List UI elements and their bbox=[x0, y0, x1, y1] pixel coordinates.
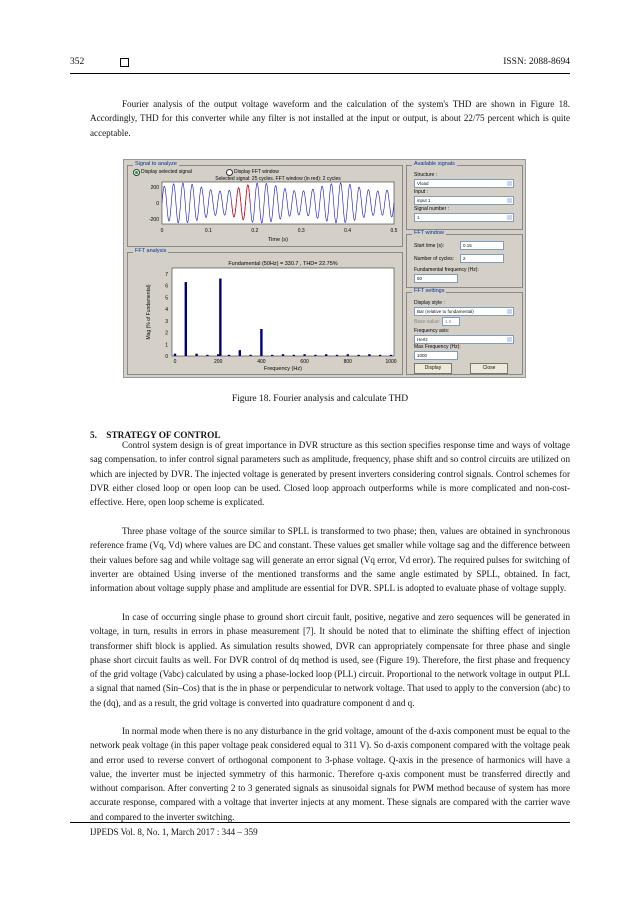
fft-y-tick: 7 bbox=[165, 271, 168, 278]
figure-18 bbox=[123, 159, 526, 378]
base-value-input[interactable]: 1.0 bbox=[442, 317, 460, 326]
chevron-down-icon bbox=[507, 309, 512, 314]
fft-bar bbox=[260, 329, 262, 356]
close-button[interactable]: Close bbox=[470, 363, 508, 374]
fft-bar bbox=[293, 355, 295, 356]
start-time-label: Start time (s): bbox=[414, 243, 445, 249]
signal-y-tick: 200 bbox=[150, 185, 159, 191]
fft-bar bbox=[228, 355, 230, 356]
time-tick: 0.3 bbox=[297, 228, 305, 234]
base-value-label: Base value: bbox=[414, 319, 441, 325]
fft-bar bbox=[282, 354, 284, 356]
fft-y-tick: 6 bbox=[165, 283, 168, 290]
signal-y-tick: 0 bbox=[156, 201, 159, 207]
input-label: Input : bbox=[414, 189, 428, 195]
fft-y-tick: 2 bbox=[165, 330, 168, 337]
time-tick: 0.1 bbox=[204, 228, 212, 234]
fft-settings-title: FFT settings bbox=[414, 288, 445, 294]
fft-bar bbox=[347, 354, 349, 356]
freq-axis-select[interactable]: Hertz bbox=[414, 335, 514, 344]
input-select[interactable]: input 1 bbox=[414, 196, 514, 205]
fft-x-tick: 400 bbox=[257, 359, 266, 365]
time-tick: 0.5 bbox=[390, 228, 398, 234]
section-heading: 5. STRATEGY OF CONTROL bbox=[90, 431, 221, 441]
fft-bar bbox=[325, 354, 327, 356]
footer: IJPEDS Vol. 8, No. 1, March 2017 : 344 – 359 bbox=[90, 827, 258, 837]
fft-x-tick: 200 bbox=[214, 359, 223, 365]
fft-bar bbox=[174, 354, 176, 356]
fft-x-tick: 0 bbox=[173, 359, 177, 365]
fft-plot bbox=[128, 256, 401, 372]
fft-bar bbox=[390, 355, 392, 356]
fft-bar bbox=[219, 279, 221, 356]
fund-freq-input[interactable]: 50 bbox=[414, 274, 458, 283]
radio-selected-label: Display selected signal bbox=[141, 169, 192, 175]
time-tick: 0.4 bbox=[344, 228, 352, 234]
fft-bar bbox=[303, 354, 305, 356]
fft-bar bbox=[217, 354, 219, 356]
fft-bar bbox=[195, 354, 197, 356]
structure-select[interactable]: Vload bbox=[414, 179, 514, 188]
max-freq-label: Max Frequency (Hz): bbox=[414, 344, 461, 350]
fft-y-tick: 1 bbox=[165, 342, 168, 349]
cycles-input[interactable]: 2 bbox=[460, 254, 504, 263]
fft-bar bbox=[206, 355, 208, 356]
fft-bar bbox=[249, 355, 251, 356]
fft-y-tick: 4 bbox=[165, 307, 168, 314]
intro-paragraph: Fourier analysis of the output voltage waveform and the calculation of the system's THD are shown in Figure 18. Accordingly, THD for this converter while any filter is not installed at the input or output, is about 22/75 percent which is quite acceptable. bbox=[90, 99, 570, 138]
fft-y-tick: 3 bbox=[165, 318, 168, 325]
fft-axes bbox=[172, 268, 394, 356]
signal-plot bbox=[128, 174, 401, 244]
display-button[interactable]: Display bbox=[414, 363, 452, 374]
square-icon bbox=[120, 58, 129, 67]
footer-rule bbox=[70, 822, 570, 823]
fft-x-tick: 1000 bbox=[385, 359, 397, 365]
signal-number-label: Signal number : bbox=[414, 206, 450, 212]
freq-axis-label: Frequency axis: bbox=[414, 328, 450, 334]
chevron-down-icon bbox=[507, 337, 512, 342]
fft-title: Fundamental (50Hz) = 330.7 , THD= 22.75% bbox=[228, 261, 338, 267]
chevron-down-icon bbox=[507, 215, 512, 220]
fft-bar bbox=[357, 355, 359, 356]
fft-bar bbox=[368, 354, 370, 356]
time-axis-label: Time (s) bbox=[268, 237, 288, 243]
structure-label: Structure : bbox=[414, 172, 438, 178]
time-tick: 0 bbox=[160, 228, 164, 234]
start-time-input[interactable]: 0.15 bbox=[460, 241, 504, 250]
fft-group-title: FFT analysis bbox=[135, 248, 167, 254]
signal-number-select[interactable]: 1 bbox=[414, 213, 514, 222]
signal-title: Selected signal: 25 cycles. FFT window (in red): 2 cycles bbox=[215, 176, 341, 182]
fft-x-tick: 800 bbox=[343, 359, 352, 365]
fft-x-tick: 600 bbox=[300, 359, 309, 365]
max-freq-input[interactable]: 1000 bbox=[414, 351, 458, 360]
signal-group-title: Signal to analyze bbox=[135, 161, 177, 167]
paragraph-4: In normal mode when there is no any disturbance in the grid voltage, amount of the d-axis component must be equal to the network peak voltage (in this paper voltage peak considered equal to 311 V). So d-axis component compared with the voltage peak and error used to reverse convert of orthogonal component to 3-phase voltage. Q-axis in the presence of harmonics will have a value, the inverter must be injected symmetry of this harmonic. Therefore q-axis component must be transferred directly and without comparison. After converting 2 to 3 generated signals as sinusoidal signals for PWM method because of system has more accurate response, compared with a voltage that inverter injects at any moment. These signals are compared with the carrier wave and compared to the inverter switching. bbox=[90, 726, 570, 822]
fft-bar bbox=[271, 355, 273, 356]
radio-fft-label: Display FFT window bbox=[234, 169, 279, 175]
available-signals-title: Available signals bbox=[414, 161, 455, 167]
fft-bar bbox=[336, 355, 338, 356]
fft-bar bbox=[185, 282, 187, 356]
display-style-select[interactable]: Bar (relative to fundamental) bbox=[414, 307, 514, 316]
time-tick: 0.2 bbox=[251, 228, 259, 234]
cycles-label: Number of cycles: bbox=[414, 256, 455, 262]
issn: ISSN: 2088-8694 bbox=[503, 57, 570, 67]
chevron-down-icon bbox=[507, 181, 512, 186]
fft-bar bbox=[314, 355, 316, 356]
fft-window-title: FFT window bbox=[414, 230, 444, 236]
page-number: 352 bbox=[70, 57, 85, 67]
figure-caption: Figure 18. Fourier analysis and calculate THD bbox=[231, 394, 409, 404]
fft-xlabel: Frequency (Hz) bbox=[264, 366, 302, 372]
fft-bar bbox=[379, 355, 381, 356]
fft-bar bbox=[239, 350, 241, 356]
fft-y-tick: 0 bbox=[165, 354, 168, 360]
fft-y-tick: 5 bbox=[165, 295, 168, 302]
paragraph-1: Control system design is of great importance in DVR structure as this section specifies response time and ways of voltage sag compensation. to infer control signal parameters such as amplitude, frequency, phase shift and so control circuits are utilized on which are injected by DVR. The injected voltage is generated by present inverters considering control signals. Control schemes for DVR either closed loop or open loop can be used. Closed loop approach outperforms while is more complicated and non-cost-effective. Here, open loop scheme is explicated. bbox=[90, 440, 570, 508]
display-style-label: Display style : bbox=[414, 300, 445, 306]
signal-y-tick: -200 bbox=[148, 217, 159, 223]
paragraph-2: Three phase voltage of the source similar to SPLL is transformed to two phase; then, values are obtained in synchronous reference frame (Vq, Vd) where values are DC and constant. These values get smaller while voltage sag and the difference between their values before sag and while voltage sag will generate an error signal (Vq error, Vd error). The required pulses for switching of inverter are obtained Using inverse of the mentioned transforms and the same angle estimated by SPLL, obtained. In fact, information about voltage supply phase and amplitude are essential for DVR. SPLL is adopted to evaluate phase of voltage supply. bbox=[90, 526, 570, 594]
chevron-down-icon bbox=[507, 198, 512, 203]
paragraph-3: In case of occurring single phase to ground short circuit fault, positive, negative and zero sequences will be generated in voltage, in turn, results in errors in phase measurement [7]. It should be noted that to eliminate the shifting effect of injection transformer shift block is applied. As simulation results showed, DVR can appropriately compensate for three phase and single phase short circuit faults as well. For DVR control of dq method is used, see (Figure 19). Therefore, the first phase and frequency of the grid voltage (Vabc) calculated by using a phase-locked loop (PLL) circuit. Proportional to the network voltage in output PLL a signal that named (Sin–Cos) that is the in phase or perpendicular to network voltage. That used to apply to the conversion (abc) to the (dq), and as a result, the grid voltage is converted into quadrature component d and q. bbox=[90, 612, 570, 708]
header-rule bbox=[70, 73, 570, 74]
fft-ylabel: Mag (% of Fundamental) bbox=[146, 284, 152, 340]
fund-freq-label: Fundamental frequency (Hz): bbox=[414, 267, 479, 273]
